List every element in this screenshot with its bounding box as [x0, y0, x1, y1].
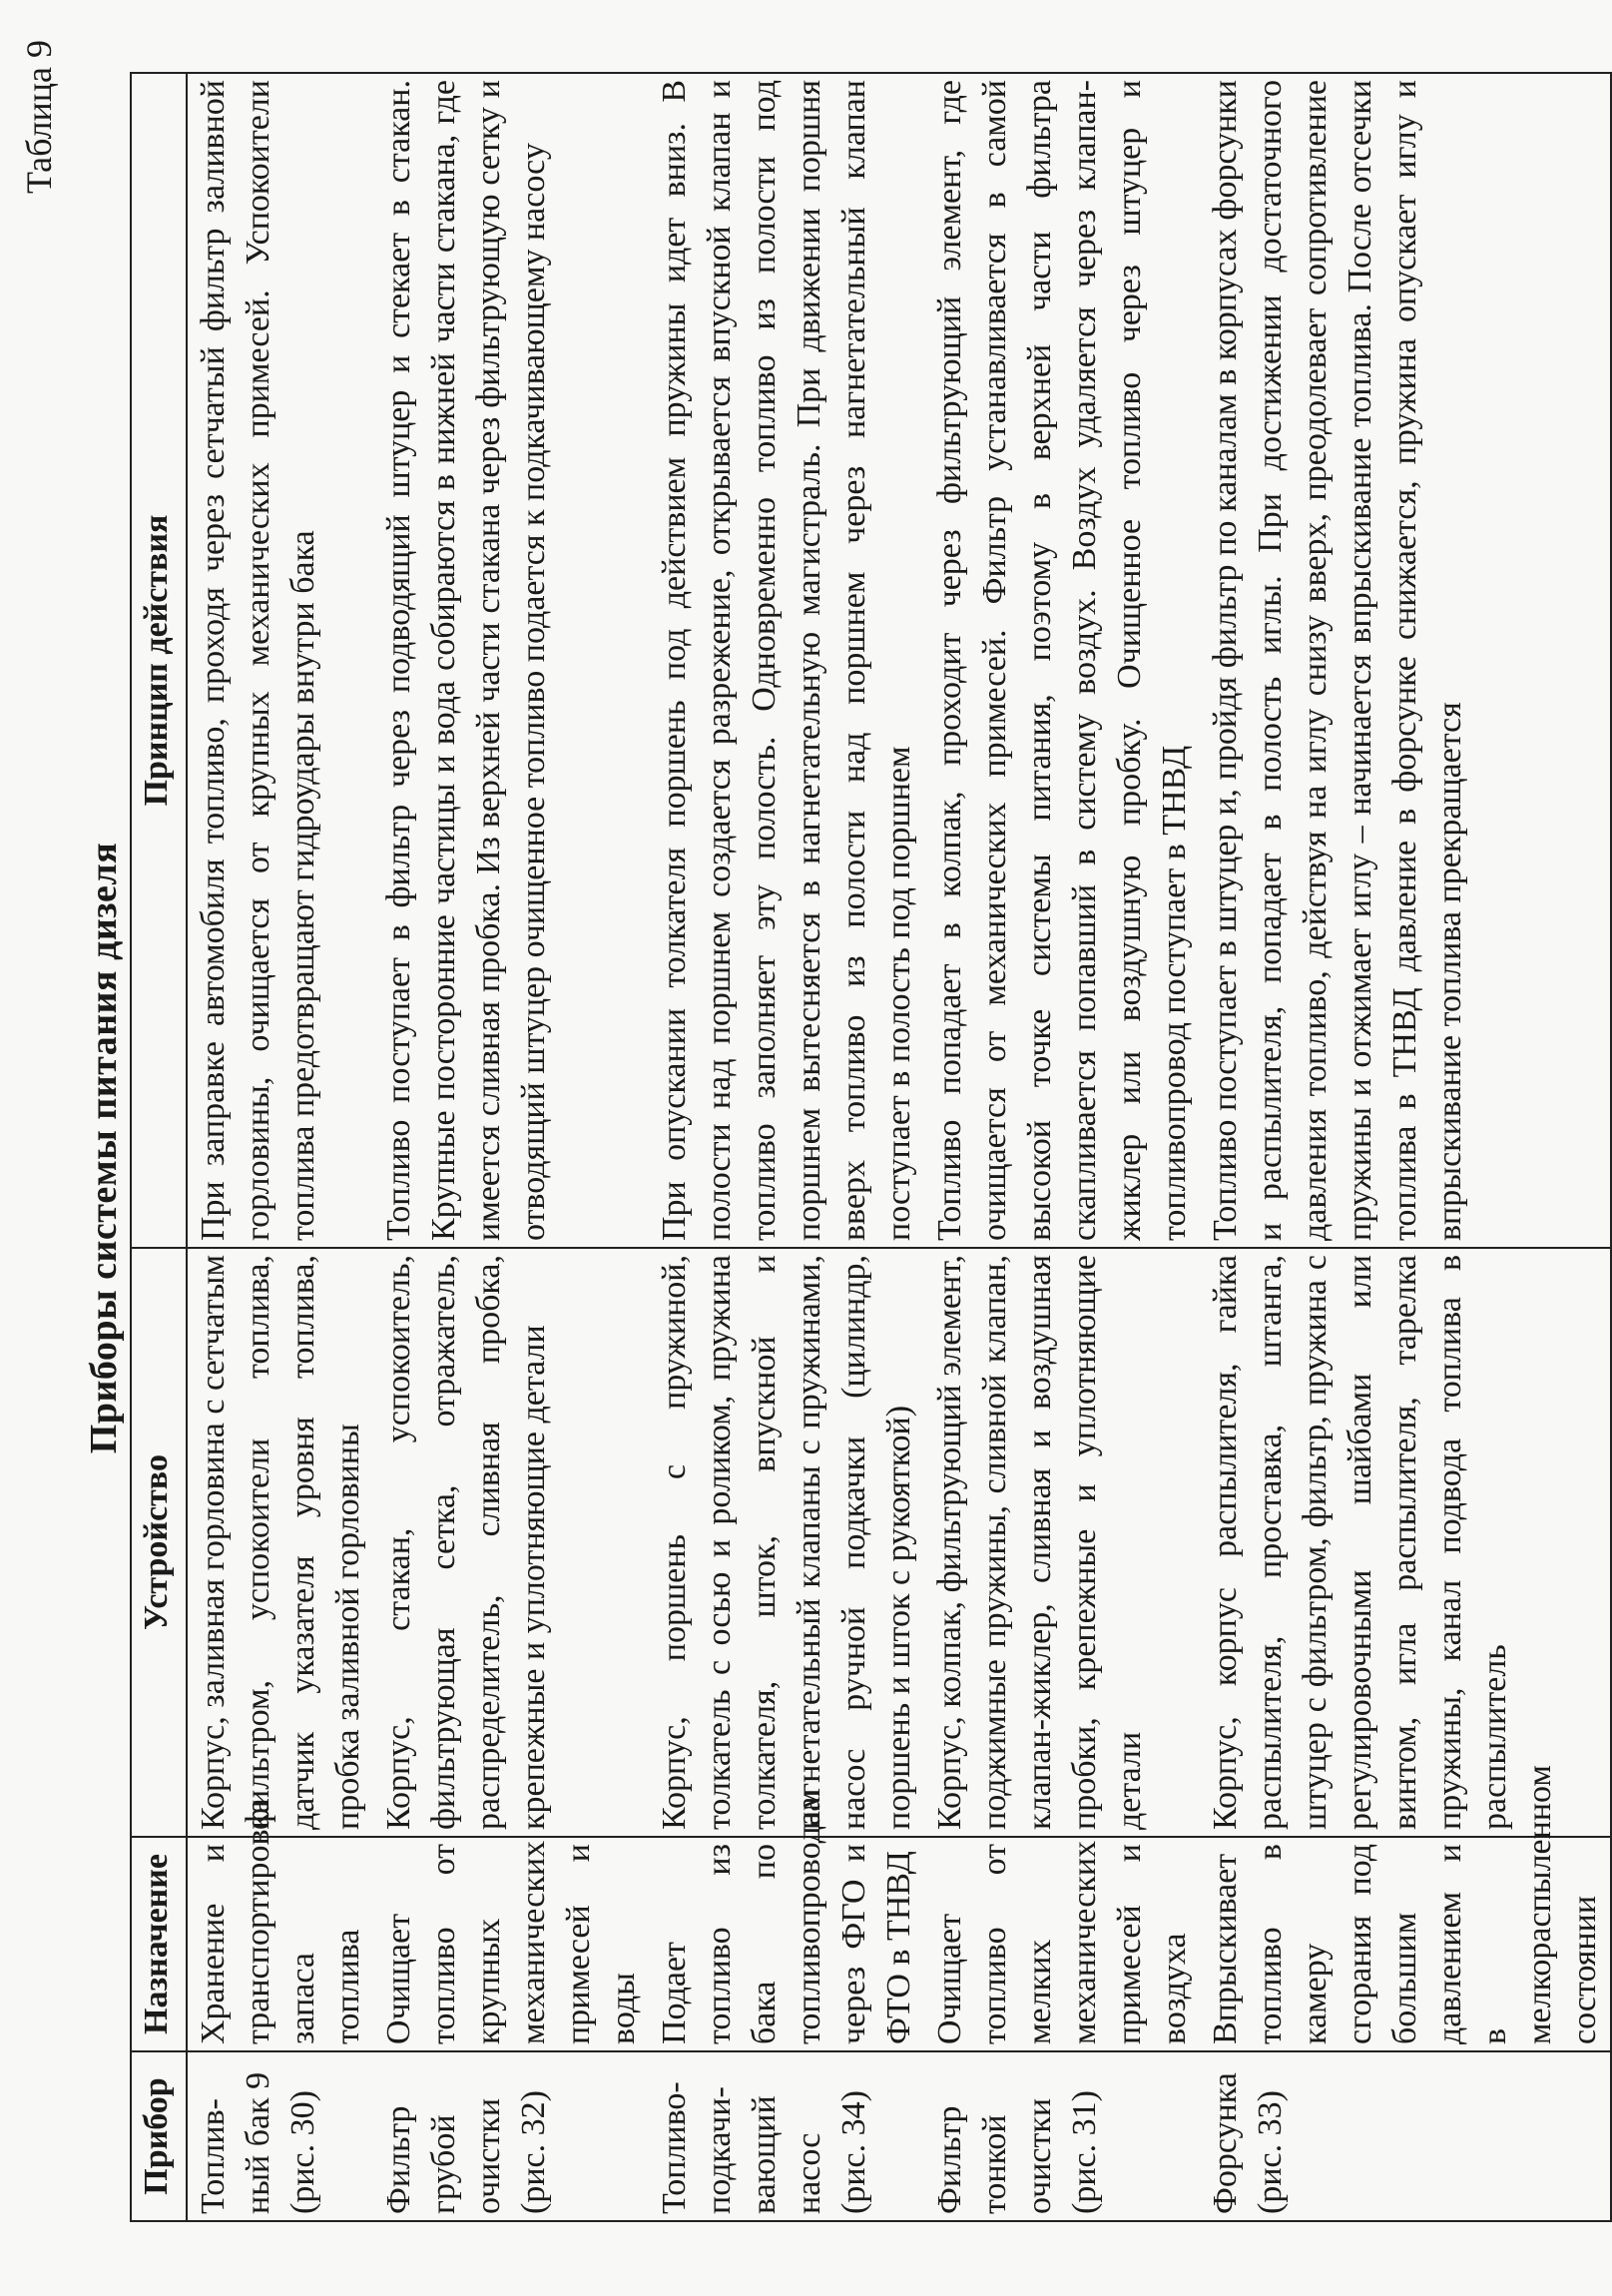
devices-table: [130, 72, 1612, 2222]
structure-cell: Корпус, заливная горловина с сетчатым фильтром, успокоители топлива, датчик указателя уровня топлива, пробка заливной горловины: [187, 1248, 373, 1837]
purpose-cell: Впрыскивает топливо в камеру сгорания под большим давлением и в мелкораспыленном состоянии: [1200, 1837, 1611, 2051]
principle-cell: Топливо поступает в фильтр через подводящий штуцер и стекает в стакан. Крупные посторонние частицы и вода собираются в нижней части стакана, где имеется сливная пробка. Из верхней части стакана через фильтрующую сетку и отводящий штуцер очищенное топливо подается к подкачивающему насосу: [373, 73, 649, 1248]
structure-cell: Корпус, поршень с пружиной, толкатель с осью и роликом, пружина толкателя, шток, впускной и нагнетательный клапаны с пружинами, насос ручной подкачки (цилиндр, поршень и шток с рукояткой): [649, 1248, 924, 1837]
device-cell: Форсунка (рис. 33): [1200, 2051, 1611, 2221]
device-cell: Фильтр грубой очистки (рис. 32): [373, 2051, 649, 2221]
purpose-cell: Очищает топливо от мелких механических примесей и воздуха: [924, 1837, 1200, 2051]
table-row: [924, 73, 1200, 2221]
purpose-cell: Хранение и транспортировка запаса топлива: [187, 1837, 373, 2051]
column-header-principle: Принцип действия: [131, 73, 187, 1248]
structure-cell: Корпус, стакан, успокоитель, фильтрующая сетка, отражатель, распределитель, сливная пробка, крепежные и уплотняющие детали: [373, 1248, 649, 1837]
principle-cell: При опускании толкателя поршень под действием пружины идет вниз. В полости над поршнем создается разрежение, открывается впускной клапан и топливо заполняет эту полость. Одновременно топливо из полости под поршнем вытесняется в нагнетательную магистраль. При движении поршня вверх топливо из полости над поршнем через нагнетательный клапан поступает в полость под поршнем: [649, 73, 924, 1248]
structure-cell: Корпус, корпус распылителя, гайка распылителя, проставка, штанга, штуцер с фильтром, фильтр, пружина с регулировочными шайбами или винтом, игла распылителя, тарелка пружины, канал подвода топлива в распылитель: [1200, 1248, 1611, 1837]
device-cell: Фильтр тонкой очистки (рис. 31): [924, 2051, 1200, 2221]
column-header-structure: Устройство: [131, 1248, 187, 1837]
column-header-device: Прибор: [131, 2051, 187, 2221]
table-title: Приборы системы питания дизеля: [83, 842, 125, 1454]
table-row: [187, 73, 373, 2221]
table-number: Таблица 9: [19, 40, 59, 194]
device-cell: Топлив-ный бак 9 (рис. 30): [187, 2051, 373, 2221]
structure-cell: Корпус, колпак, фильтрующий элемент, поджимные пружины, сливной клапан, клапан-жиклер, сливная и воздушная пробки, крепежные и уплотняющие детали: [924, 1248, 1200, 1837]
table-row: [649, 73, 924, 2221]
table-row: [373, 73, 649, 2221]
table-row: [1200, 73, 1611, 2221]
principle-cell: При заправке автомобиля топливо, проходя через сетчатый фильтр заливной горловины, очищается от крупных механических примесей. Успокоители топлива предотвращают гидроудары внутри бака: [187, 73, 373, 1248]
device-cell: Топливо-подкачи-вающий насос (рис. 34): [649, 2051, 924, 2221]
principle-cell: Топливо поступает в штуцер и, пройдя фильтр по каналам в корпусах форсунки и распылителя, попадает в полость иглы. При достижении достаточного давления топливо, действуя на иглу снизу вверх, преодолевает сопротивление пружины и отжимает иглу – начинается впрыскивание топлива. После отсечки топлива в ТНВД давление в форсунке снижается, пружина опускает иглу и впрыскивание топлива прекращается: [1200, 73, 1611, 1248]
purpose-cell: Подает топливо из бака по топливопроводам через ФГО и ФТО в ТНВД: [649, 1837, 924, 2051]
purpose-cell: Очищает топливо от крупных механических примесей и воды: [373, 1837, 649, 2051]
principle-cell: Топливо попадает в колпак, проходит через фильтрующий элемент, где очищается от механических примесей. Фильтр устанавливается в самой высокой точке системы питания, поэтому в верхней части фильтра скапливается попавший в систему воздух. Воздух удаляется через клапан-жиклер или воздушную пробку. Очищенное топливо через штуцер и топливопровод поступает в ТНВД: [924, 73, 1200, 1248]
column-header-purpose: Назначение: [131, 1837, 187, 2051]
header-row: [131, 73, 187, 2221]
